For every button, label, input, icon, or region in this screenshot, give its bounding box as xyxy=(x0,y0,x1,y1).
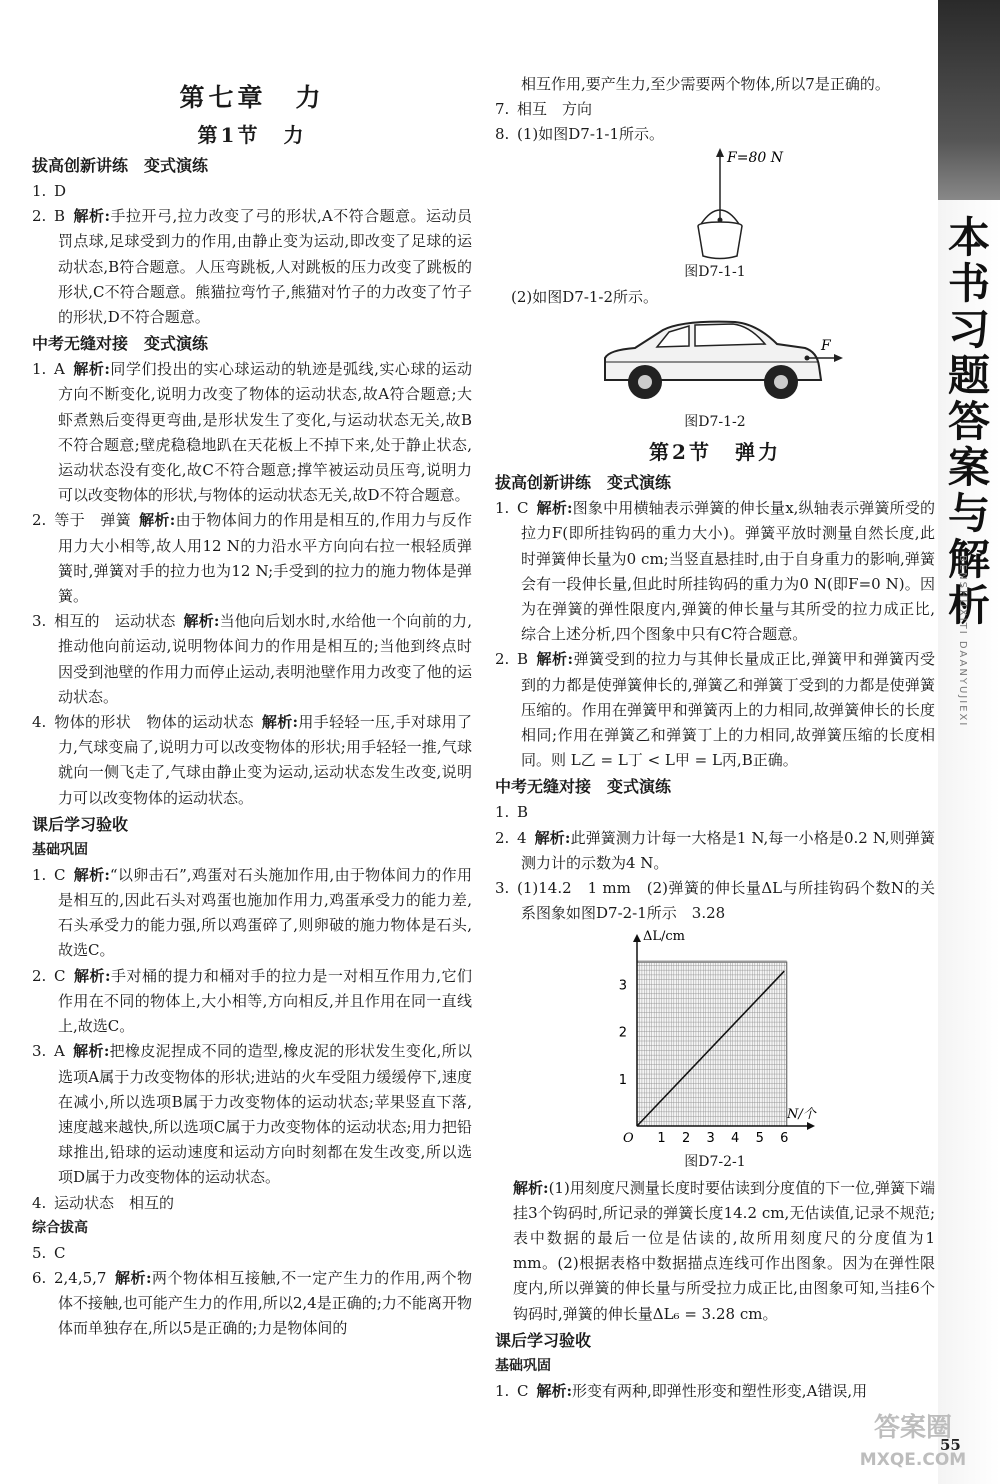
right-column xyxy=(495,72,935,1404)
watermark xyxy=(838,1408,988,1478)
answer-item xyxy=(495,826,935,876)
x-tick-label: 3 xyxy=(706,1131,715,1147)
item-number: 2. xyxy=(32,966,47,985)
y-tick-label: 2 xyxy=(618,1026,627,1042)
force-label: F=80 N xyxy=(727,149,783,166)
analysis-text: 两个物体相互接触,不一定产生力的作用,两个物体不接触,也可能产生力的作用,所以2,4是正确的;力不能离开物体而单独存在,所以5是正确的;力是物体间的 xyxy=(58,1268,472,1338)
answer-item xyxy=(32,179,472,204)
section-heading: 课后学习验收 xyxy=(32,814,129,834)
analysis-label: 解析: xyxy=(72,360,110,379)
analysis-label: 解析: xyxy=(73,966,111,985)
item-answer: C xyxy=(54,1243,66,1262)
bucket-drawing xyxy=(615,148,815,260)
answer-item xyxy=(32,609,472,710)
analysis-label: 解析: xyxy=(536,1381,573,1400)
item-number: 2. xyxy=(32,511,47,530)
left-column xyxy=(32,0,472,1342)
force-arrow xyxy=(716,148,724,220)
analysis-label: 解析: xyxy=(114,1268,152,1287)
item-number: 6. xyxy=(32,1268,47,1287)
section-heading: 拔高创新讲练 变式演练 xyxy=(32,156,209,175)
section-heading: 中考无缝对接 变式演练 xyxy=(495,777,672,797)
item-number: 4. xyxy=(32,1193,47,1212)
item-answer: (1)如图D7-1-1所示。 xyxy=(517,125,665,144)
item-number: 1. xyxy=(495,803,510,822)
item-number: 1. xyxy=(32,360,47,379)
section-heading: 课后学习验收 xyxy=(495,1330,592,1350)
analysis-label: 解析: xyxy=(536,499,573,518)
item-answer: C xyxy=(54,966,66,985)
sub-heading: 基础巩固 xyxy=(32,841,88,858)
x-axis-arrow xyxy=(807,1122,815,1130)
section-title: 第2节 弹力 xyxy=(649,440,781,465)
y-tick-label: 1 xyxy=(618,1073,627,1089)
item-answer: 相互的 运动状态 xyxy=(54,612,176,631)
analysis-paragraph xyxy=(495,1176,935,1327)
analysis-label: 解析: xyxy=(139,511,176,530)
item-answer: B xyxy=(54,207,66,226)
item-number: 4. xyxy=(32,713,47,732)
section-heading: 中考无缝对接 变式演练 xyxy=(32,334,209,354)
analysis-label: 解析: xyxy=(534,828,571,847)
analysis-text: 形变有两种,即弹性形变和塑性形变,A错误,用 xyxy=(572,1381,868,1400)
x-tick-label: 6 xyxy=(780,1131,789,1147)
y-axis-label: ΔL/cm xyxy=(643,929,686,945)
analysis-text: “以卵击石”,鸡蛋对石头施加作用,由于物体间力的作用是相互的,因此石头对鸡蛋也施加作用力,鸡蛋承受力的能力差,石头承受力的能力强,所以鸡蛋碎了,则卵破的施力物体是石头,故选C。 xyxy=(58,865,472,960)
answer-item xyxy=(495,800,935,825)
item-number: 2. xyxy=(32,207,47,226)
analysis-text: 把橡皮泥捏成不同的造型,橡皮泥的形状发生变化,所以选项A属于力改变物体的形状;进站的火车受阻力缓缓停下,速度在减小,所以选项B属于力改变物体的运动状态;苹果竖直下落,速度越来越快,所以选项C属于力改变物体的运动状态;用力把铅球推出,铅球的运动速度和运动方向时刻都在发生改变,所以选项D属于力改变物体的运动状态。 xyxy=(58,1042,472,1187)
answer-item xyxy=(32,1266,472,1342)
figure-caption: 图D7-1-1 xyxy=(684,263,746,280)
answer-item xyxy=(495,647,935,773)
item-answer: 相互 方向 xyxy=(517,100,593,119)
analysis-text: 弹簧受到的拉力与其伸长量成正比,弹簧甲和弹簧丙受到的力都是使弹簧伸长的,弹簧乙和弹簧丁受到的力都是使弹簧压缩的。作用在弹簧甲和弹簧丙上的力相同,故弹簧伸长的长度相同;作用在弹簧乙和弹簧丁上的力相同,故弹簧压缩的长度相同。则 L乙 = L丁 < L甲 = L丙,B正确。 xyxy=(521,650,935,770)
x-tick-label: 4 xyxy=(731,1131,740,1147)
y-tick-label: 3 xyxy=(618,978,627,994)
item-answer: D xyxy=(54,182,67,200)
item-number: 1. xyxy=(32,865,47,884)
car-drawing xyxy=(585,310,845,410)
item-answer: 物体的形状 物体的运动状态 xyxy=(54,713,254,732)
item-answer: A xyxy=(54,1042,65,1061)
answer-item xyxy=(32,964,472,1040)
item-number: 1. xyxy=(32,182,47,200)
continued-text: 相互作用,要产生力,至少需要两个物体,所以7是正确的。 xyxy=(521,75,890,93)
x-tick-label: 5 xyxy=(755,1131,764,1147)
watermark-logo: 答案圈 xyxy=(873,1413,952,1443)
item-number: 2. xyxy=(495,650,510,669)
x-tick-label: 2 xyxy=(681,1131,691,1147)
car-icon xyxy=(605,322,821,399)
bucket-figure xyxy=(615,148,815,260)
answer-item xyxy=(495,122,935,147)
item-answer: 等于 弹簧 xyxy=(54,511,132,530)
answer-item xyxy=(32,508,472,609)
item-number: 1. xyxy=(495,499,510,518)
section-heading: 拔高创新讲练 变式演练 xyxy=(495,473,672,493)
analysis-label: 解析: xyxy=(513,1178,549,1197)
item-answer: B xyxy=(517,650,529,669)
car-figure xyxy=(585,310,845,410)
y-axis-arrow xyxy=(633,934,641,942)
force-label: F xyxy=(821,338,831,355)
side-tab xyxy=(938,0,1000,1484)
answer-item xyxy=(32,863,472,964)
item-answer: C xyxy=(517,1381,529,1400)
item-number: 3. xyxy=(32,1042,47,1061)
chapter-title: 第七章 力 xyxy=(179,83,325,112)
answer-item xyxy=(32,357,472,508)
analysis-text: 由于物体间力的作用是相互的,作用力与反作用力大小相等,故人用12 N的力沿水平方向向右拉一根轻质弹簧时,弹簧对手的拉力也为12 N;手受到的拉力的施力物体是弹簧。 xyxy=(58,511,472,606)
answer-item xyxy=(495,496,935,647)
analysis-text: 当他向后划水时,水给他一个向前的力,推动他向前运动,说明物体间力的作用是相互的;当他到终点时因受到池壁的作用力而停止运动,表明池壁作用力改变了他的运动状态。 xyxy=(58,612,472,706)
item-answer: (1)14.2 1 mm (2)弹簧的伸长量ΔL与所挂钩码个数N的关系图象如图D7-2-1所示 3.28 xyxy=(517,879,935,923)
item-number: 3. xyxy=(32,612,47,631)
analysis-label: 解析: xyxy=(261,713,299,732)
answer-item xyxy=(495,876,935,926)
watermark-url: MXQE.COM xyxy=(859,1450,967,1470)
analysis-label: 解析: xyxy=(73,207,111,226)
x-tick-label: 1 xyxy=(657,1131,666,1147)
answer-item xyxy=(32,1241,472,1266)
analysis-text: 图象中用横轴表示弹簧的伸长量x,纵轴表示弹簧所受的拉力F(即所挂钩码的重力大小)。弹簧平放时测量自然长度,此时弹簧伸长量为0 cm;当竖直悬挂时,由于自身重力的影响,弹簧会有一段伸长量,但此时所挂钩码的重力为0 N(即F=0 N)。因为在弹簧的弹性限度内,弹簧的伸长量与其所受的拉力成正比,综合上述分析,四个图象中只有C符合题意。 xyxy=(521,499,936,644)
side-tab-title: 本书习题答案与解析 xyxy=(947,213,990,630)
analysis-text: 同学们投出的实心球运动的轨迹是弧线,实心球的运动方向不断变化,说明力改变了物体的运动状态,故A符合题意;大虾煮熟后变得更弯曲,是形状发生了变化,与运动状态无关,故B不符合题意;壁虎稳稳地趴在天花板上不掉下来,处于静止状态,运动状态没有变化,故C不符合题意;撑竿被运动员压弯,说明力可以改变物体的形状,与物体的运动状态无关,故D不符合题意。 xyxy=(58,360,472,505)
analysis-label: 解析: xyxy=(183,612,220,631)
answer-item xyxy=(32,1191,472,1216)
analysis-text: 用手轻轻一压,手对球用了力,气球变扁了,说明力可以改变物体的形状;用手轻轻一推,气球就向一侧飞走了,气球由静止变为运动,运动状态发生改变,说明力可以改变物体的运动状态。 xyxy=(58,713,472,807)
answer-item xyxy=(32,710,472,811)
chart-figure xyxy=(595,926,835,1150)
item-answer: B xyxy=(517,803,529,822)
item-answer: 运动状态 相互的 xyxy=(54,1193,175,1212)
analysis-text: (1)用刻度尺测量长度时要估读到分度值的下一位,弹簧下端挂3个钩码时,所记录的弹簧长度14.2 cm,无估读值,记录不规范;表中数据的最后一位是估读的,故所用刻度尺的分度值为1 mm。(2)根据表格中数据描点连线可作出图象。因为在弹性限度内,所以弹簧的伸长量与所受拉力成正比,由图象可知,当挂6个钩码时,弹簧的伸长量ΔL₆ = 3.28 cm。 xyxy=(513,1178,935,1323)
item-answer: 2,4,5,7 xyxy=(54,1268,107,1287)
item-number: 8. xyxy=(495,125,510,144)
item-number: 2. xyxy=(495,828,510,847)
item-number: 3. xyxy=(495,879,510,898)
item-number: 7. xyxy=(495,100,510,119)
item-number: 5. xyxy=(32,1243,47,1262)
item-answer: C xyxy=(54,865,66,884)
page-number: 55 xyxy=(940,1436,961,1454)
analysis-text: 手对桶的提力和桶对手的拉力是一对相互作用力,它们作用在不同的物体上,大小相等,方向相反,并且作用在同一直线上,故选C。 xyxy=(58,966,472,1036)
answer-item xyxy=(32,204,472,330)
origin-label: O xyxy=(623,1131,634,1147)
analysis-label: 解析: xyxy=(73,865,110,884)
item-text: (2)如图D7-1-2所示。 xyxy=(511,287,659,306)
analysis-text: 此弹簧测力计每一大格是1 N,每一小格是0.2 N,则弹簧测力计的示数为4 N。 xyxy=(521,828,935,872)
item-number: 1. xyxy=(495,1381,510,1400)
sub-heading: 基础巩固 xyxy=(495,1357,551,1374)
chart-svg xyxy=(595,926,835,1150)
section-title: 第1节 力 xyxy=(197,123,307,147)
answer-item xyxy=(495,97,935,122)
answer-item xyxy=(32,1039,472,1190)
answer-item xyxy=(495,1379,935,1404)
item-answer: A xyxy=(54,360,65,379)
item-answer: C xyxy=(517,499,529,518)
analysis-text: 手拉开弓,拉力改变了弓的形状,A不符合题意。运动员罚点球,足球受到力的作用,由静止变为运动,即改变了足球的运动状态,B符合题意。人压弯跳板,人对跳板的压力改变了跳板的形状,C不符合题意。熊猫拉弯竹子,熊猫对竹子的力改变了竹子的形状,D不符合题意。 xyxy=(58,207,472,327)
side-tab-shade xyxy=(938,0,1000,200)
analysis-label: 解析: xyxy=(536,650,574,669)
x-axis-label: N/个 xyxy=(787,1107,816,1123)
item-answer: 4 xyxy=(517,828,527,847)
figure-caption: 图D7-2-1 xyxy=(684,1154,746,1171)
analysis-label: 解析: xyxy=(72,1042,110,1061)
sub-heading: 综合拔高 xyxy=(32,1219,88,1236)
side-tab-pinyin: BENSHUXITI DAANYUJIEXI xyxy=(957,555,968,728)
figure-caption: 图D7-1-2 xyxy=(684,414,746,431)
